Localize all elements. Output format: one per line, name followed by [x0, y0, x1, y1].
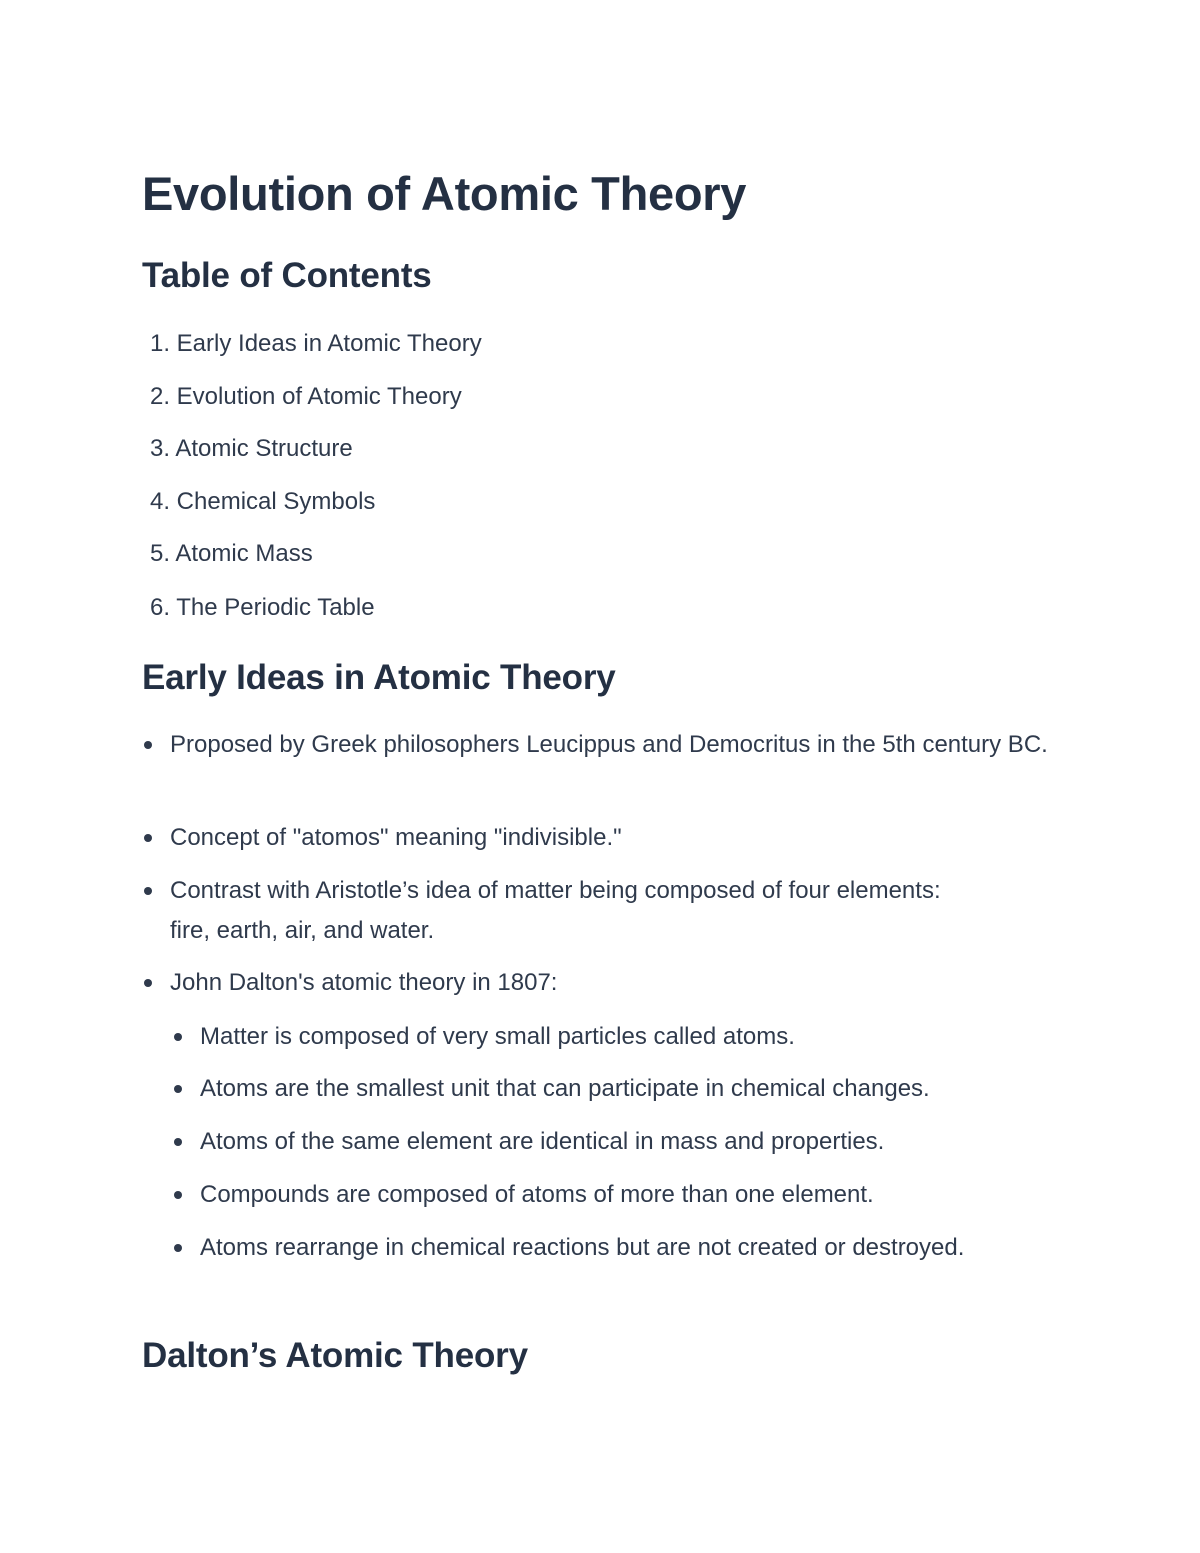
toc-heading: Table of Contents — [142, 256, 432, 295]
bullet-icon — [144, 741, 152, 749]
toc-item-number: 3. — [149, 435, 170, 462]
toc-item-number: 5. — [149, 540, 170, 567]
list-item: Matter is composed of very small particles called atoms. — [200, 1023, 795, 1050]
early-ideas-heading: Early Ideas in Atomic Theory — [142, 658, 616, 697]
bullet-icon — [174, 1033, 182, 1041]
toc-item[interactable] — [142, 330, 482, 358]
list-item: Atoms rearrange in chemical reactions but are not created or destroyed. — [200, 1234, 965, 1261]
list-item: Atoms are the smallest unit that can participate in chemical changes. — [200, 1075, 930, 1102]
toc-item[interactable] — [142, 383, 462, 411]
toc-item[interactable] — [142, 435, 353, 463]
toc-item-number: 4. — [149, 488, 170, 515]
list-item: Atoms of the same element are identical in mass and properties. — [200, 1128, 885, 1155]
bullet-icon — [144, 887, 152, 895]
toc-item-label: Chemical Symbols — [176, 488, 376, 515]
toc-item-label: Atomic Mass — [175, 540, 313, 567]
bullet-icon — [174, 1191, 182, 1199]
toc-item-label: Atomic Structure — [175, 435, 353, 462]
toc-item[interactable] — [142, 488, 375, 516]
list-item: Concept of "atomos" meaning "indivisible." — [170, 824, 622, 851]
bullet-icon — [144, 979, 152, 987]
toc-item-number: 1. — [149, 330, 170, 357]
document-title: Evolution of Atomic Theory — [142, 167, 747, 220]
list-item: Contrast with Aristotle’s idea of matter being composed of four elements: fire, earth, air, and water. — [170, 877, 941, 944]
toc-item-number: 6. — [149, 594, 170, 621]
toc-item-label: Early Ideas in Atomic Theory — [176, 330, 482, 357]
list-item: Proposed by Greek philosophers Leucippus and Democritus in the 5th century BC. — [170, 731, 1048, 758]
bullet-icon — [144, 834, 152, 842]
dalton-heading: Dalton’s Atomic Theory — [142, 1336, 528, 1375]
toc-item[interactable] — [142, 540, 313, 568]
toc-item-label: Evolution of Atomic Theory — [176, 383, 462, 410]
bullet-icon — [174, 1244, 182, 1252]
list-item: Compounds are composed of atoms of more than one element. — [200, 1181, 874, 1208]
list-item: John Dalton's atomic theory in 1807: — [170, 969, 558, 996]
bullet-icon — [174, 1085, 182, 1093]
toc-item-label: The Periodic Table — [176, 594, 375, 621]
bullet-icon — [174, 1138, 182, 1146]
toc-item-number: 2. — [149, 383, 170, 410]
toc-item[interactable] — [142, 594, 375, 622]
